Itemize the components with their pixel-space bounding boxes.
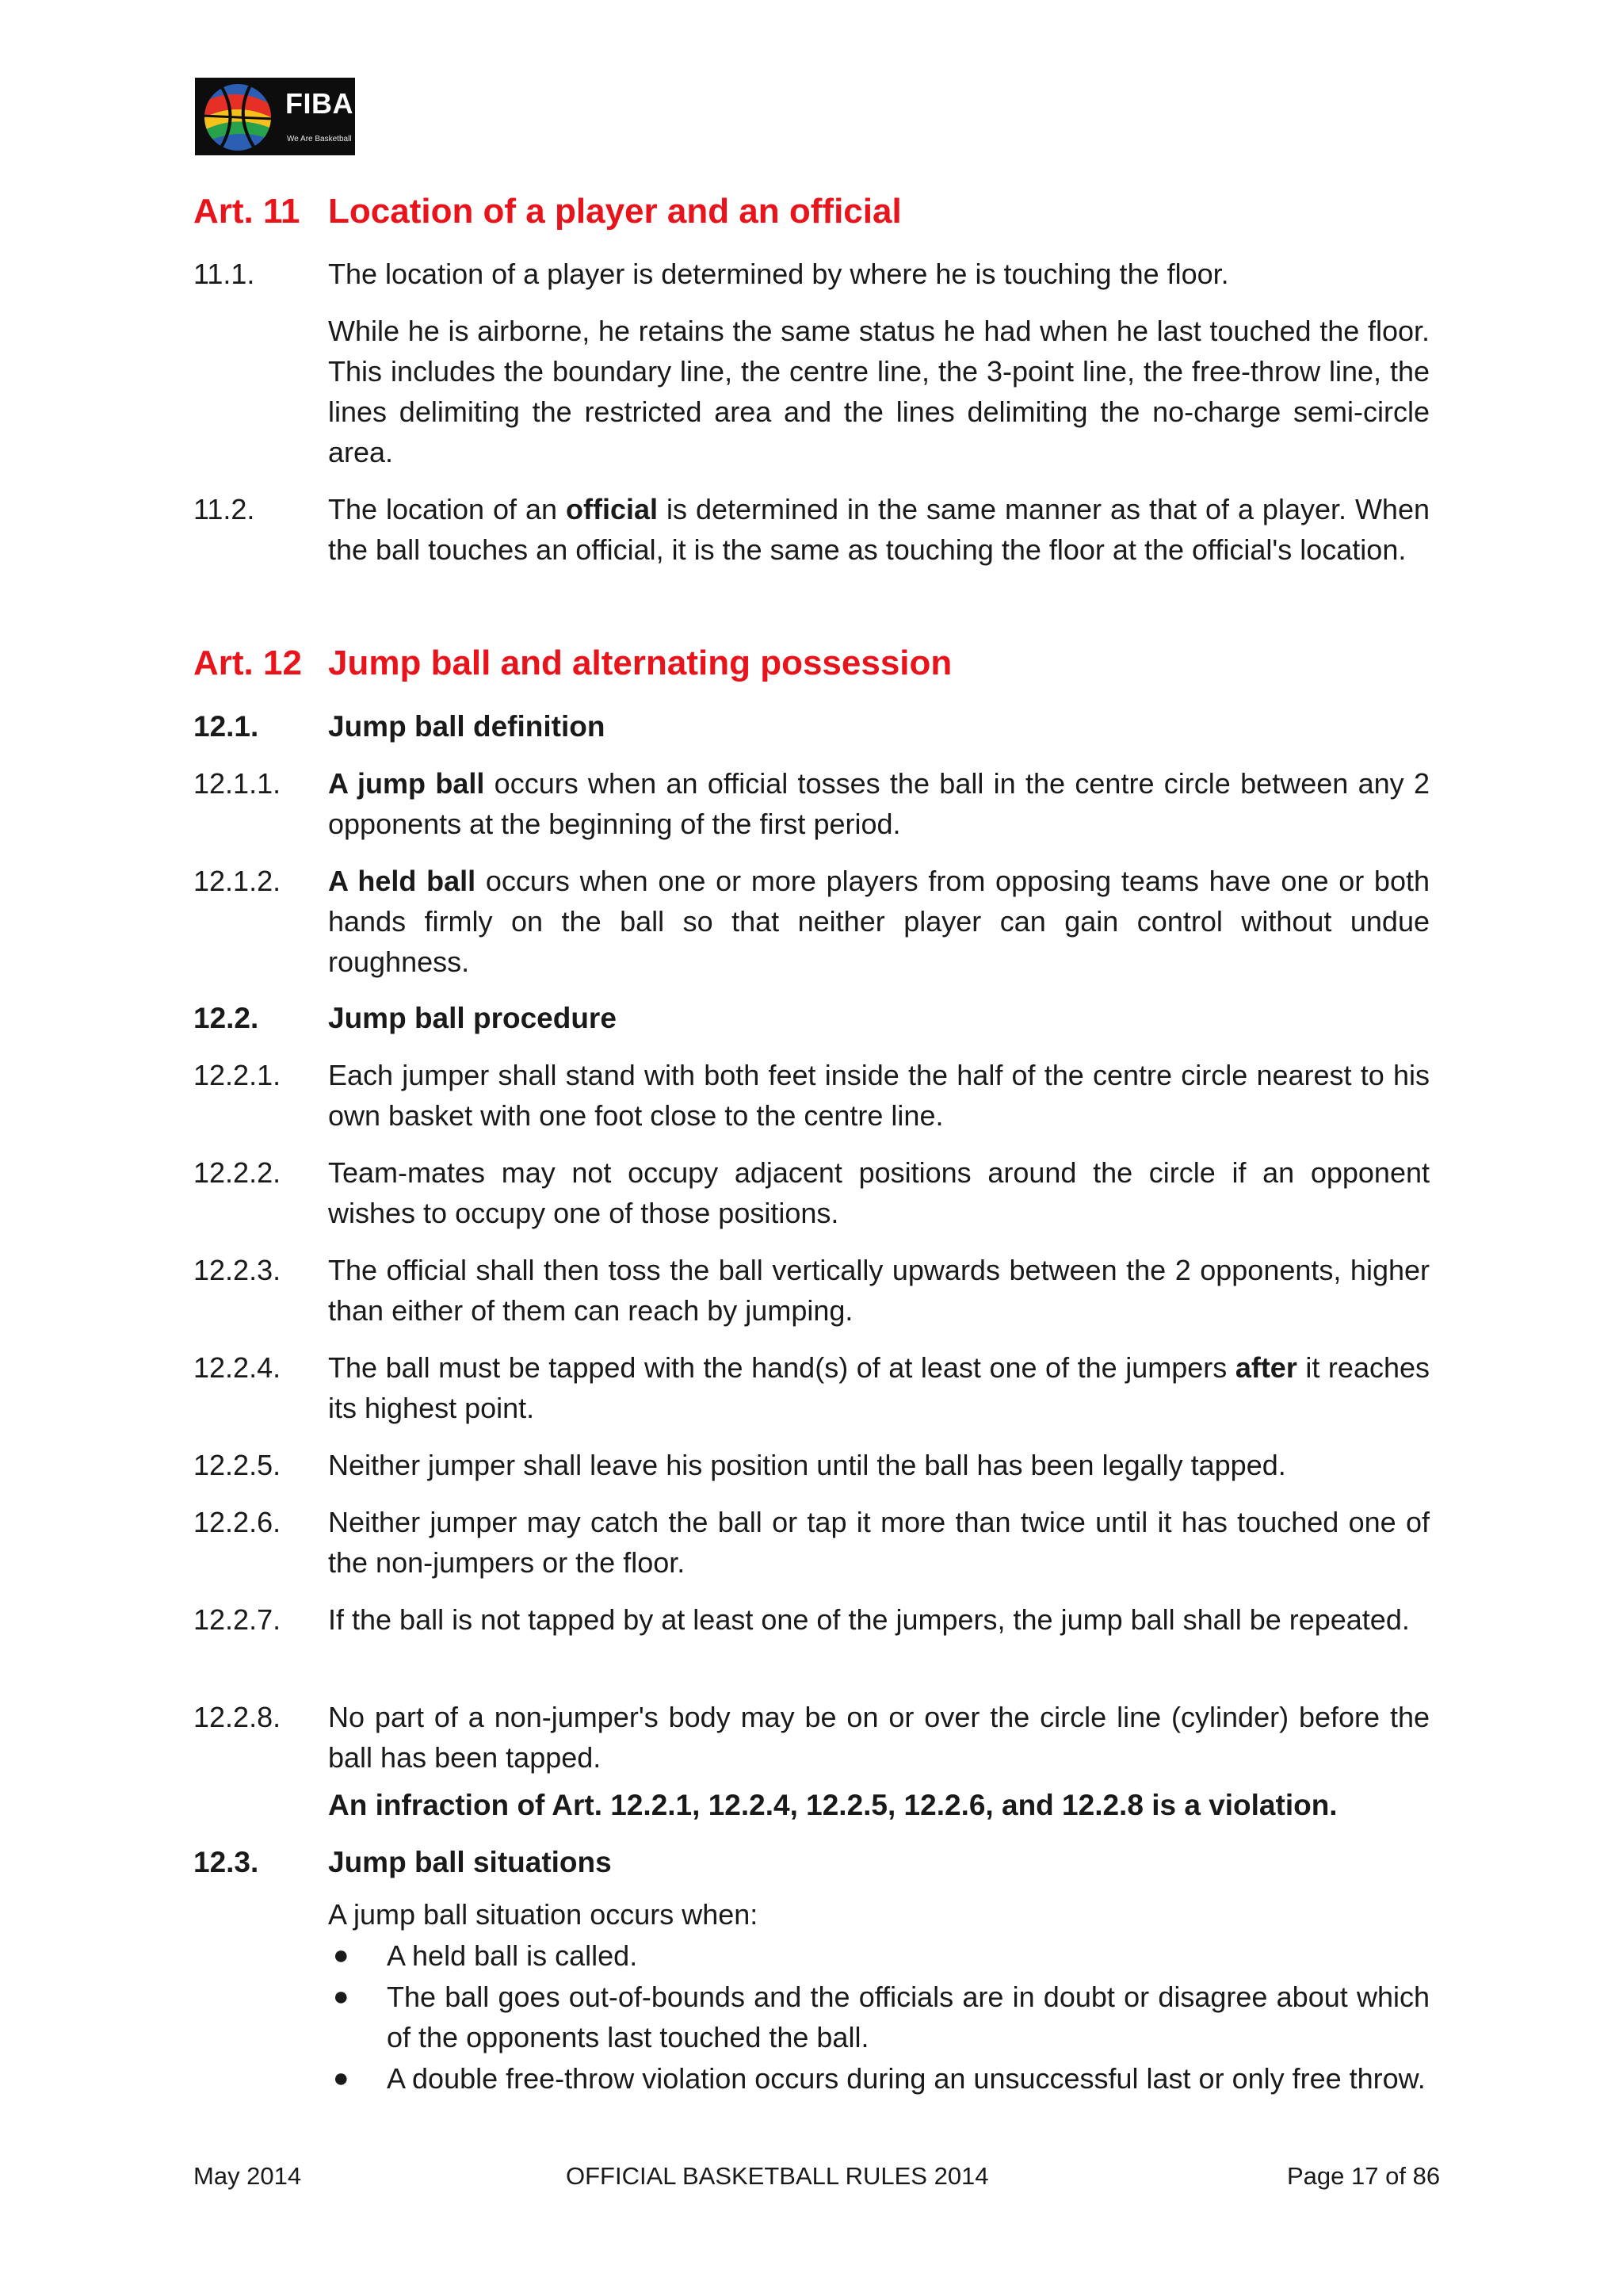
rule-text: If the ball is not tapped by at least one of the jumpers, the jump ball shall be repeated. [328, 1603, 1410, 1636]
jump-ball-intro: A jump ball situation occurs when: [328, 1898, 758, 1931]
bullet-icon: ● [333, 2063, 349, 2093]
rule-number: 11.1. [193, 258, 255, 290]
bold-term: after [1235, 1351, 1297, 1384]
bold-term: A jump ball [328, 767, 485, 800]
bullet-text: A double free-throw violation occurs during an unsuccessful last or only free throw. [387, 2062, 1426, 2095]
rule-number: 11.2. [193, 493, 255, 525]
logo-tagline: We Are Basketball [287, 135, 352, 143]
rule-text [328, 1347, 1430, 1428]
article-title: Location of a player and an official [328, 192, 902, 231]
rule-number: 12.2.6. [193, 1506, 281, 1538]
rule-number: 12.2.3. [193, 1254, 281, 1286]
rule-text: Team-mates may not occupy adjacent positions around the circle if an opponent wishes to occupy one of those positions. [328, 1156, 1430, 1229]
rule-text [328, 489, 1430, 570]
rule-text [328, 861, 1430, 982]
rule-number: 12.2.7. [193, 1603, 281, 1636]
section-title: Jump ball situations [328, 1846, 612, 1878]
section-number: 12.2. [193, 1002, 259, 1034]
rule-number: 12.1.1. [193, 767, 281, 800]
footer-date: May 2014 [193, 2162, 302, 2190]
rule-number: 12.2.8. [193, 1701, 281, 1733]
rule-text: The location of a player is determined by where he is touching the floor. [328, 258, 1229, 290]
rule-text: Each jumper shall stand with both feet inside the half of the centre circle nearest to his own basket with one foot close to the centre line. [328, 1059, 1430, 1132]
bullet-text: The ball goes out-of-bounds and the officials are in doubt or disagree about which of the opponents last touched the ball. [387, 1981, 1430, 2053]
section-title: Jump ball procedure [328, 1002, 617, 1034]
rule-number: 12.2.5. [193, 1449, 281, 1481]
bold-term: A held ball [328, 865, 476, 897]
article-number: Art. 11 [193, 192, 300, 231]
rule-11-1-paragraph: While he is airborne, he retains the same status he had when he last touched the floor. This includes the boundary line, the centre line, the 3-point line, the free-throw line, the lines delimiting the restricted area and the lines delimiting the no-charge semi-circle area. [328, 315, 1430, 468]
bullet-icon: ● [333, 1940, 349, 1970]
text-run: is determined in the same manner as that of a player. When the ball touches an official, it is the same as touching the floor at the official's location. [328, 493, 1430, 566]
bullet-icon: ● [333, 1981, 349, 2011]
text-run: occurs when one or more players from opposing teams have one or both hands firmly on the ball so that neither player can gain control without undue roughness. [328, 865, 1430, 978]
text-run: occurs when an official tosses the ball in the centre circle between any 2 opponents at the beginning of the first period. [328, 767, 1430, 840]
section-title: Jump ball definition [328, 710, 605, 743]
infraction-note: An infraction of Art. 12.2.1, 12.2.4, 12.2.5, 12.2.6, and 12.2.8 is a violation. [328, 1789, 1338, 1821]
rule-text: Neither jumper may catch the ball or tap it more than twice until it has touched one of the non-jumpers or the floor. [328, 1506, 1430, 1579]
text-run: The location of an [328, 493, 567, 525]
rule-number: 12.1.2. [193, 865, 281, 897]
rule-number: 12.2.4. [193, 1351, 281, 1384]
bold-term: official [566, 493, 659, 525]
logo-wordmark: FIBA [285, 87, 353, 120]
footer-title: OFFICIAL BASKETBALL RULES 2014 [566, 2162, 989, 2190]
rule-number: 12.2.2. [193, 1156, 281, 1189]
rule-number: 12.2.1. [193, 1059, 281, 1091]
rule-text: The official shall then toss the ball vertically upwards between the 2 opponents, higher than either of them can reach by jumping. [328, 1254, 1430, 1327]
article-number: Art. 12 [193, 644, 302, 682]
section-number: 12.1. [193, 710, 259, 743]
text-run: The ball must be tapped with the hand(s) of at least one of the jumpers [328, 1351, 1235, 1384]
rule-text: Neither jumper shall leave his position until the ball has been legally tapped. [328, 1449, 1286, 1481]
rule-text: No part of a non-jumper's body may be on or over the circle line (cylinder) before the ball has been tapped. [328, 1701, 1430, 1774]
article-title: Jump ball and alternating possession [328, 644, 953, 682]
footer-page-number: Page 17 of 86 [1287, 2162, 1441, 2190]
rule-text [328, 763, 1430, 844]
text-run: it reaches its highest point. [328, 1351, 1430, 1424]
section-number: 12.3. [193, 1846, 259, 1878]
bullet-text: A held ball is called. [387, 1939, 638, 1972]
fiba-logo [195, 78, 355, 155]
